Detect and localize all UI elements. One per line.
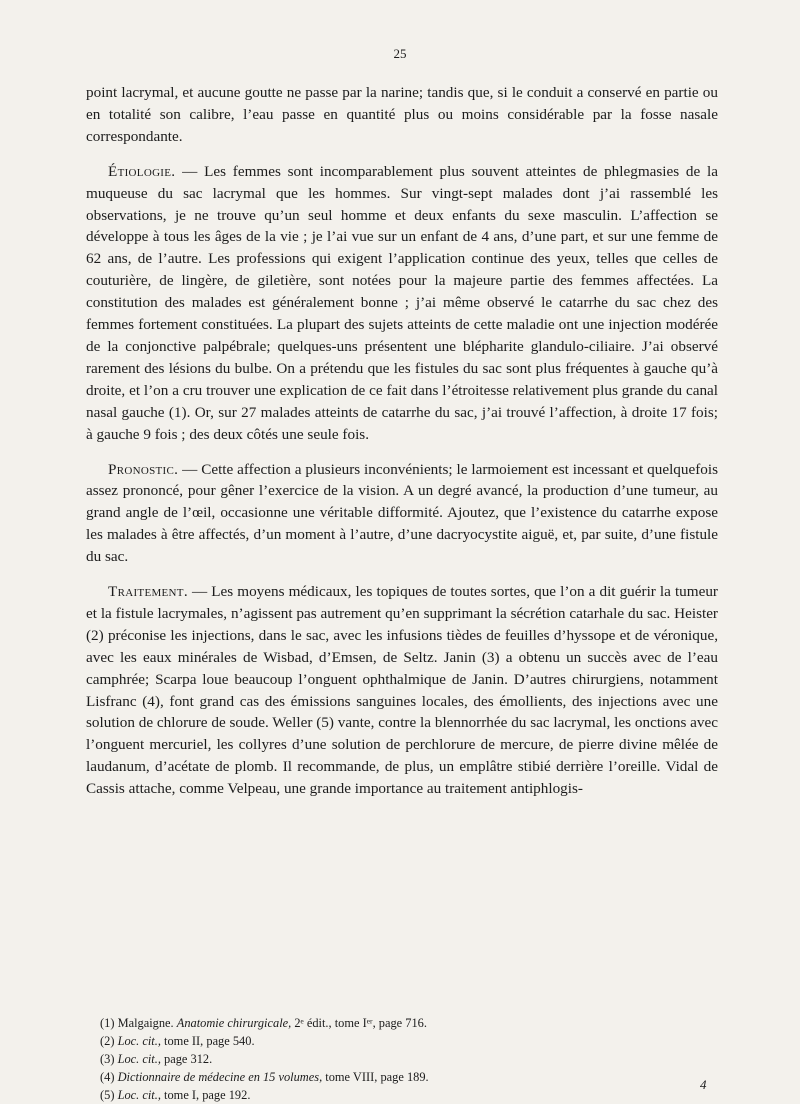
- footnote-number: (2): [100, 1034, 115, 1048]
- footnote-ref: tome II, page 540.: [164, 1034, 255, 1048]
- footnote: [100, 1086, 700, 1104]
- paragraph-text: — Cette affection a plusieurs inconvénients; le larmoiement est incessant et quelquefois assez prononcé, pour gêner l’exercice de la vision. A un degré avancé, la production d’une tumeur, au grand angle de l’œil, occasionne une véritable difformité. Ajoutez, que l’existence du catarrhe expose les malades à être affectés, d’un moment à l’autre, d’une dacryocystite aiguë, et, par suite, d’une fistule du sac.: [86, 460, 718, 566]
- paragraph-continuation: [86, 82, 718, 148]
- footnote-ref: page 312.: [164, 1052, 213, 1066]
- footnote: [100, 1068, 700, 1086]
- section-heading-pronostic: Pronostic.: [108, 460, 179, 478]
- footnote-ref: tome VIII, page 189.: [325, 1070, 429, 1084]
- footnote-number: (4): [100, 1070, 115, 1084]
- footnote: [100, 1050, 700, 1068]
- paragraph-text: — Les femmes sont incomparablement plus souvent atteintes de phlegmasies de la muqueuse du sac lacrymal que les hommes. Sur vingt-sept malades dont j’ai rassemblé les observations, je ne trouve qu’un seul homme et deux enfants du sexe masculin. L’affection se développe à tous les âges de la vie ; je l’ai vue sur un enfant de 4 ans, d’une part, et sur une femme de 62 ans, de l’autre. Les professions qui exigent l’application continue des yeux, telles que celles de couturière, de lingère, de giletière, sont notées pour la majeure partie des femmes affectées. La constitution des malades est généralement bonne ; j’ai même observé le catarrhe du sac chez des femmes fortement constituées. La plupart des sujets atteints de cette maladie ont une injection modérée de la conjonctive palpébrale; quelques-uns présentent une blépharite glandulo-ciliaire. J’ai observé rarement des lésions du bulbe. On a prétendu que les fistules du sac sont plus fréquentes à gauche qu’à droite, et l’on a cru trouver une explication de ce fait dans l’étroitesse relativement plus grande du canal nasal gauche (1). Or, sur 27 malades atteints de catarrhe du sac, j’ai trouvé l’affection, à droite 17 fois; à gauche 9 fois ; des deux côtés une seule fois.: [86, 162, 718, 443]
- body-text: [86, 82, 718, 813]
- signature-mark: 4: [700, 1077, 707, 1092]
- section-heading-traitement: Traitement.: [108, 583, 188, 601]
- paragraph-text: point lacrymal, et aucune goutte ne passe par la narine; tandis que, si le conduit a conservé en partie ou en totalité son calibre, l’eau passe en quantité plus ou moins considérable par la fosse nasale correspondante.: [86, 84, 718, 145]
- footnote-title: Dictionnaire de médecine en 15 volumes,: [117, 1070, 323, 1084]
- footnote-number: (3): [100, 1052, 115, 1066]
- paragraph-pronostic: [86, 459, 718, 569]
- footnote-ref: tome I, page 192.: [164, 1088, 251, 1102]
- footnote: [100, 1014, 700, 1032]
- footnote-author: Malgaigne.: [117, 1016, 174, 1030]
- footnote: [100, 1032, 700, 1050]
- section-heading-etiologie: Étiologie.: [108, 162, 176, 180]
- footnote-title: Anatomie chirurgicale,: [176, 1016, 292, 1030]
- footnote-number: (5): [100, 1088, 115, 1102]
- footnote-title: Loc. cit.,: [117, 1088, 161, 1102]
- footnote-title: Loc. cit.,: [117, 1034, 161, 1048]
- footnote-ref: 2ᵉ édit., tome Iᵉʳ, page 716.: [294, 1016, 427, 1030]
- page-number: 25: [393, 46, 407, 61]
- footnotes: [100, 1014, 700, 1104]
- footnote-title: Loc. cit.,: [117, 1052, 161, 1066]
- paragraph-traitement: [86, 581, 718, 800]
- footnote-number: (1): [100, 1016, 115, 1030]
- paragraph-text: — Les moyens médicaux, les topiques de toutes sortes, que l’on a dit guérir la tumeur et la fistule lacrymales, n’agissent pas autrement qu’en supprimant la sécrétion catarhale du sac. Heister (2) préconise les injections, dans le sac, avec les infusions tièdes de feuilles d’hyssope et de véronique, avec les eaux minérales de Wisbad, d’Emsen, de Seltz. Janin (3) a obtenu un succès avec de l’eau camphrée; Scarpa loue beaucoup l’onguent ophthalmique de Janin. D’autres chirurgiens, notamment Lisfranc (4), font grand cas des émissions sanguines locales, des émollients, des injections avec une solution de chlorure de soude. Weller (5) vante, contre la blennorrhée du sac lacrymal, les onctions avec l’onguent mercuriel, les collyres d’une solution de perchlorure de mercure, de pierre divine mêlée de laudanum, d’acétate de plomb. Il recommande, de plus, un emplâtre stibié derrière l’oreille. Vidal de Cassis attache, comme Velpeau, une grande importance au traitement antiphlogis-: [86, 583, 718, 798]
- paragraph-etiologie: [86, 161, 718, 446]
